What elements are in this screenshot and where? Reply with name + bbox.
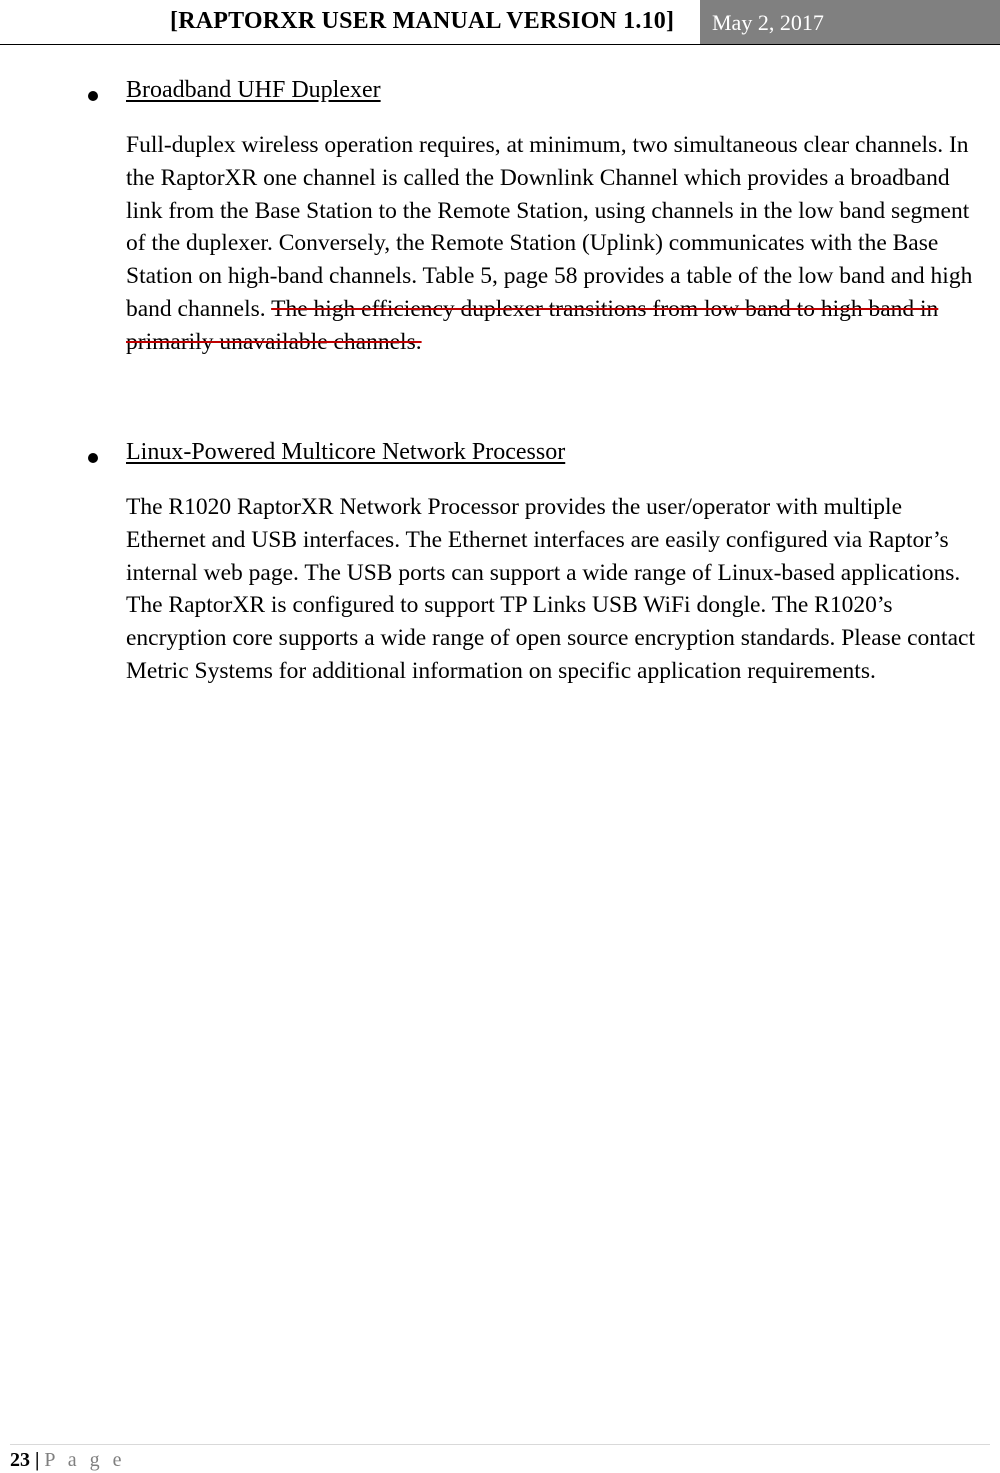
document-title: [RAPTORXR USER MANUAL VERSION 1.10] [170, 8, 675, 34]
section-paragraph [126, 129, 986, 359]
page-label: P a g e [44, 1449, 126, 1471]
page-footer [10, 1444, 990, 1471]
page-header [0, 0, 1000, 45]
page-number: 23 [10, 1449, 30, 1471]
bullet-icon [88, 91, 98, 101]
date-box [700, 0, 1000, 44]
section-paragraph: The R1020 RaptorXR Network Processor provides the user/operator with multiple Ethernet and USB interfaces. The Ethernet interfaces are easily configured via Raptor’s internal web page. The USB ports can support a wide range of Linux-based applications. The RaptorXR is configured to support TP Links USB WiFi dongle. The R1020’s encryption core supports a wide range of open source encryption standards. Please contact Metric Systems for additional information on specific application requirements. [126, 494, 975, 684]
paragraph-text: Full-duplex wireless operation requires, at minimum, two simultaneous clear channels. In the RaptorXR one channel is called the Downlink Channel which provides a broadband link from the Base Station to the Remote Station, using channels in the low band segment of the duplexer. Conversely, the Remote Station (Uplink) communicates with the Base Station on high-band channels. Table 5, page 58 provides a table of the low band and high band channels. [126, 132, 973, 322]
section-heading: Linux-Powered Multicore Network Processor [126, 439, 566, 465]
bullet-icon [88, 453, 98, 463]
document-date: May 2, 2017 [712, 10, 824, 35]
page-indicator [10, 1449, 126, 1472]
struck-through-text: The high efficiency duplexer transitions from low band to high band in primarily unavailable channels. [126, 295, 939, 355]
page-separator: | [30, 1449, 45, 1471]
section-heading: Broadband UHF Duplexer [126, 77, 381, 103]
